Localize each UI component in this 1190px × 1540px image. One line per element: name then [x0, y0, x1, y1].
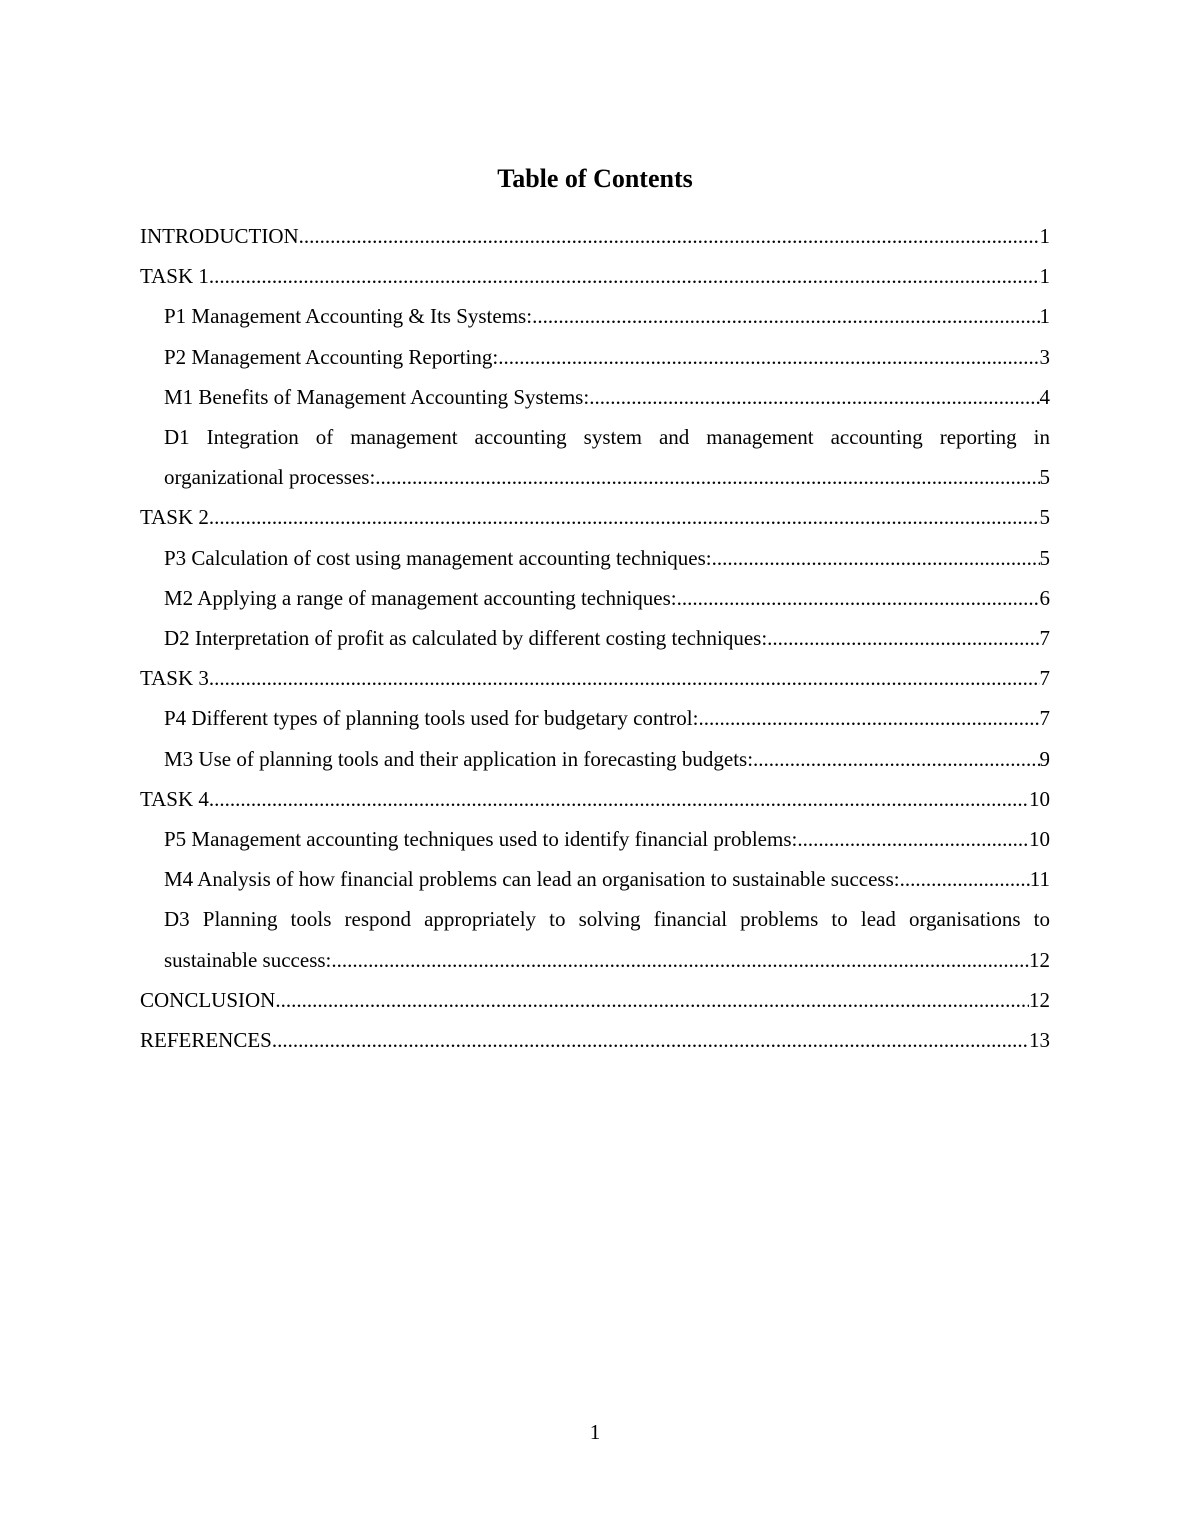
- toc-entry-page: 1: [1039, 224, 1050, 248]
- toc-entry-m3[interactable]: [140, 739, 1050, 779]
- toc-entry-d1[interactable]: [140, 417, 1050, 497]
- toc-entry-label: D2 Interpretation of profit as calculated by different costing techniques:: [164, 626, 768, 651]
- toc-dot-leader: [677, 578, 1040, 618]
- toc-entry-label: M3 Use of planning tools and their application in forecasting budgets:: [164, 746, 754, 771]
- toc-dot-leader: [589, 377, 1039, 417]
- toc-entry-label-line1: D3 Planning tools respond appropriately to solving financial problems to lead organisations to: [164, 907, 1050, 932]
- toc-dot-leader: [767, 618, 1039, 658]
- toc-entry-m4[interactable]: [140, 859, 1050, 899]
- toc-entry-page: 1: [1039, 264, 1050, 289]
- toc-entry-label: P2 Management Accounting Reporting:: [164, 344, 499, 369]
- toc-entry-label: P4 Different types of planning tools used for budgetary control:: [164, 706, 699, 731]
- toc-entry-label: TASK 1: [140, 264, 209, 289]
- toc-entry-page: 5: [1039, 505, 1050, 530]
- toc-entry-p3[interactable]: [140, 538, 1050, 578]
- toc-entry-page: 13: [1029, 1028, 1050, 1053]
- toc-entry-introduction[interactable]: [140, 216, 1050, 256]
- toc-dot-leader: [797, 819, 1029, 859]
- table-of-contents: [140, 216, 1050, 1060]
- toc-entry-m1[interactable]: [140, 377, 1050, 417]
- toc-entry-label: TASK 2: [140, 505, 209, 530]
- toc-entry-page: 9: [1039, 746, 1050, 771]
- toc-entry-m2[interactable]: [140, 578, 1050, 618]
- page-number: 1: [589, 1420, 601, 1444]
- toc-entry-label: INTRODUCTION: [140, 224, 299, 248]
- toc-dot-leader: [375, 457, 1039, 497]
- toc-entry-page: 10: [1029, 786, 1050, 811]
- toc-entry-label: P5 Management accounting techniques used to identify financial problems:: [164, 827, 798, 852]
- toc-dot-leader: [209, 779, 1029, 819]
- toc-entry-label: P1 Management Accounting & Its Systems:: [164, 304, 533, 329]
- toc-entry-page: 6: [1039, 585, 1050, 610]
- toc-dot-leader: [331, 940, 1029, 980]
- toc-entry-references[interactable]: [140, 1020, 1050, 1060]
- toc-dot-leader: [753, 739, 1039, 779]
- toc-entry-label: TASK 4: [140, 786, 209, 811]
- toc-entry-page: 12: [1029, 947, 1050, 972]
- toc-dot-leader: [900, 859, 1030, 899]
- toc-dot-leader: [272, 1020, 1029, 1060]
- page-title: Table of Contents: [497, 164, 693, 193]
- toc-entry-task-1[interactable]: [140, 256, 1050, 296]
- toc-entry-page: 5: [1039, 465, 1050, 490]
- toc-dot-leader: [712, 538, 1040, 578]
- toc-entry-task-4[interactable]: [140, 779, 1050, 819]
- toc-entry-page: 1: [1039, 304, 1050, 329]
- toc-entry-label-line2: organizational processes:: [164, 465, 376, 490]
- toc-entry-page: 7: [1039, 666, 1050, 691]
- toc-entry-page: 7: [1039, 626, 1050, 651]
- toc-entry-task-2[interactable]: [140, 497, 1050, 537]
- toc-dot-leader: [209, 658, 1040, 698]
- toc-entry-label-line2: sustainable success:: [164, 947, 332, 972]
- toc-entry-d2[interactable]: [140, 618, 1050, 658]
- toc-entry-page: 12: [1029, 987, 1050, 1012]
- toc-entry-page: 4: [1039, 384, 1050, 409]
- toc-entry-label: P3 Calculation of cost using management accounting techniques:: [164, 545, 712, 570]
- toc-entry-continuation: [164, 940, 1050, 980]
- toc-entry-page: 11: [1029, 867, 1050, 892]
- toc-dot-leader: [209, 256, 1040, 296]
- toc-entry-label: M2 Applying a range of management accounting techniques:: [164, 585, 677, 610]
- toc-dot-leader: [299, 216, 1040, 256]
- toc-dot-leader: [275, 980, 1029, 1020]
- toc-entry-d3[interactable]: [140, 899, 1050, 979]
- toc-entry-p2[interactable]: [140, 337, 1050, 377]
- toc-entry-label: M4 Analysis of how financial problems can lead an organisation to sustainable success:: [164, 867, 900, 892]
- toc-entry-page: 5: [1039, 545, 1050, 570]
- toc-entry-label: CONCLUSION: [140, 987, 276, 1012]
- toc-dot-leader: [698, 698, 1039, 738]
- toc-entry-p4[interactable]: [140, 698, 1050, 738]
- toc-entry-p5[interactable]: [140, 819, 1050, 859]
- toc-entry-p1[interactable]: [140, 296, 1050, 336]
- toc-entry-page: 7: [1039, 706, 1050, 731]
- toc-entry-continuation: [164, 457, 1050, 497]
- toc-entry-conclusion[interactable]: [140, 980, 1050, 1020]
- toc-entry-task-3[interactable]: [140, 658, 1050, 698]
- toc-entry-page: 10: [1029, 827, 1050, 852]
- toc-entry-label-line1: D1 Integration of management accounting system and management accounting reporting in: [164, 425, 1050, 450]
- toc-dot-leader: [498, 337, 1039, 377]
- toc-dot-leader: [532, 296, 1039, 336]
- toc-entry-label: TASK 3: [140, 666, 209, 691]
- toc-entry-label: REFERENCES: [140, 1028, 272, 1053]
- toc-entry-page: 3: [1039, 344, 1050, 369]
- toc-entry-label: M1 Benefits of Management Accounting Systems:: [164, 384, 590, 409]
- toc-dot-leader: [209, 497, 1040, 537]
